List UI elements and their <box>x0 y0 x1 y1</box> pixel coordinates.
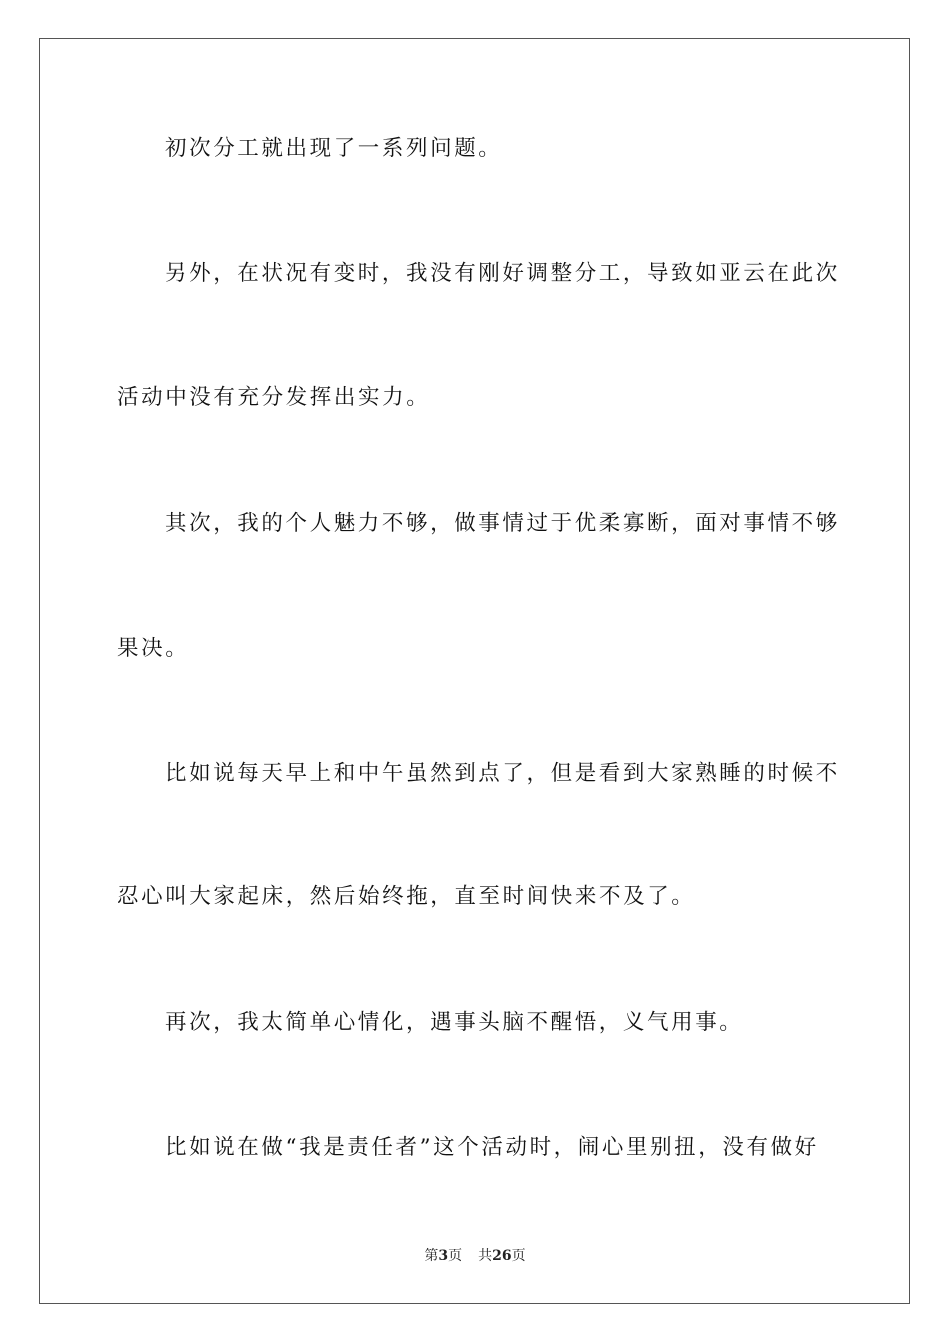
paragraph-line: 其次，我的个人魅力不够，做事情过于优柔寡断，面对事情不够 <box>165 511 840 536</box>
paragraph-line: 果决。 <box>117 636 190 661</box>
page-label-prefix: 第 <box>424 1248 439 1264</box>
paragraph-line: 比如说每天早上和中午虽然到点了，但是看到大家熟睡的时候不 <box>165 761 840 786</box>
page-border <box>39 38 910 1304</box>
total-label-suffix: 页 <box>511 1248 526 1264</box>
total-label-prefix: 共 <box>478 1248 493 1264</box>
paragraph-line: 再次，我太简单心情化，遇事头脑不醒悟，义气用事。 <box>165 1010 744 1035</box>
paragraph-line: 比如说在做“我是责任者”这个活动时，闹心里别扭，没有做好 <box>165 1135 819 1160</box>
paragraph-line: 活动中没有充分发挥出实力。 <box>117 385 431 410</box>
paragraph-line: 另外，在状况有变时，我没有刚好调整分工，导致如亚云在此次 <box>165 261 840 286</box>
paragraph-line: 忍心叫大家起床，然后始终拖，直至时间快来不及了。 <box>117 884 696 909</box>
total-pages: 26 <box>492 1248 512 1264</box>
page-label-suffix: 页 <box>448 1248 463 1264</box>
page-number: 3 <box>438 1248 449 1264</box>
paragraph-line: 初次分工就出现了一系列问题。 <box>165 136 503 161</box>
page-footer <box>0 1247 950 1265</box>
